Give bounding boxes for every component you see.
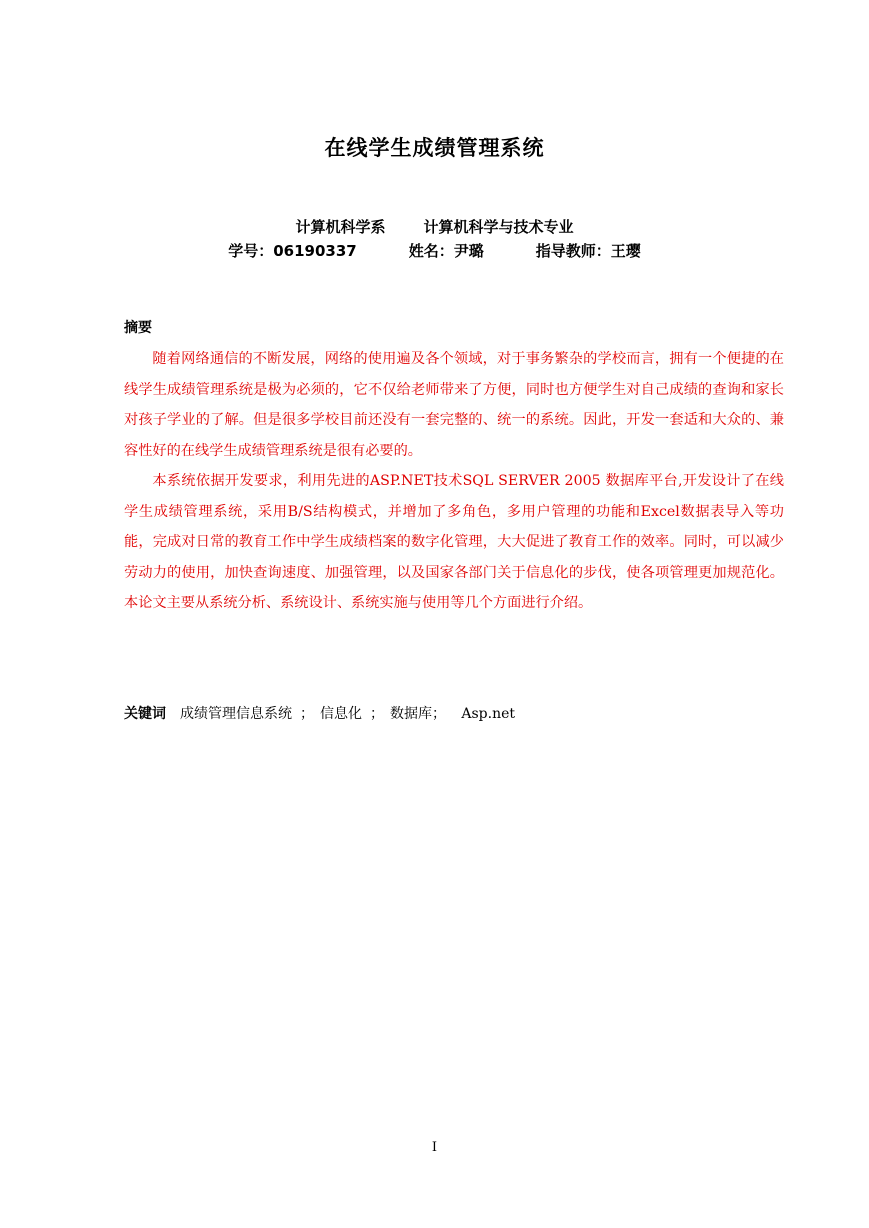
keyword-item: 信息化 xyxy=(320,706,362,722)
affiliation-line xyxy=(0,216,869,237)
abstract-body xyxy=(124,344,784,619)
major: 计算机科学与技术专业 xyxy=(423,218,574,236)
page-number: I xyxy=(431,1140,438,1155)
keywords-line xyxy=(124,703,517,723)
student-id: 学号：06190337 xyxy=(228,242,357,260)
keyword-separator: ； xyxy=(370,706,384,722)
abstract-paragraph: 随着网络通信的不断发展，网络的使用遍及各个领域，对于事务繁杂的学校而言，拥有一个便捷的在线学生成绩管理系统是极为必须的，它不仅给老师带来了方便，同时也方便学生对自己成绩的查询和家长对孩子学业的了解。但是很多学校目前还没有一套完整的、统一的系统。因此，开发一套适和大众的、兼容性好的在线学生成绩管理系统是很有必要的。 xyxy=(124,351,784,459)
department: 计算机科学系 xyxy=(295,218,386,236)
keyword-item: 数据库； xyxy=(390,706,446,722)
abstract-paragraph: 本系统依据开发要求，利用先进的ASP.NET技术SQL SERVER 2005 数据库平台,开发设计了在线学生成绩管理系统，采用B/S结构模式，并增加了多角色，多用户管理的功能和Excel数据表导入等功能，完成对日常的教育工作中学生成绩档案的数字化管理，大大促进了教育工作的效率。同时，可以减少劳动力的使用，加快查询速度、加强管理，以及国家各部门关于信息化的步伐，使各项管理更加规范化。本论文主要从系统分析、系统设计、系统实施与使用等几个方面进行介绍。 xyxy=(124,473,784,611)
keyword-separator: ； xyxy=(300,706,314,722)
author-name: 姓名：尹璐 xyxy=(408,242,484,260)
advisor: 指导教师：王璎 xyxy=(535,242,641,260)
keyword-item: Asp.net xyxy=(461,706,515,722)
author-line xyxy=(0,240,869,261)
keyword-item: 成绩管理信息系统 xyxy=(180,706,292,722)
paper-title: 在线学生成绩管理系统 xyxy=(324,136,545,160)
abstract-heading: 摘要 xyxy=(124,320,152,336)
keywords-label: 关键词 xyxy=(124,706,166,722)
